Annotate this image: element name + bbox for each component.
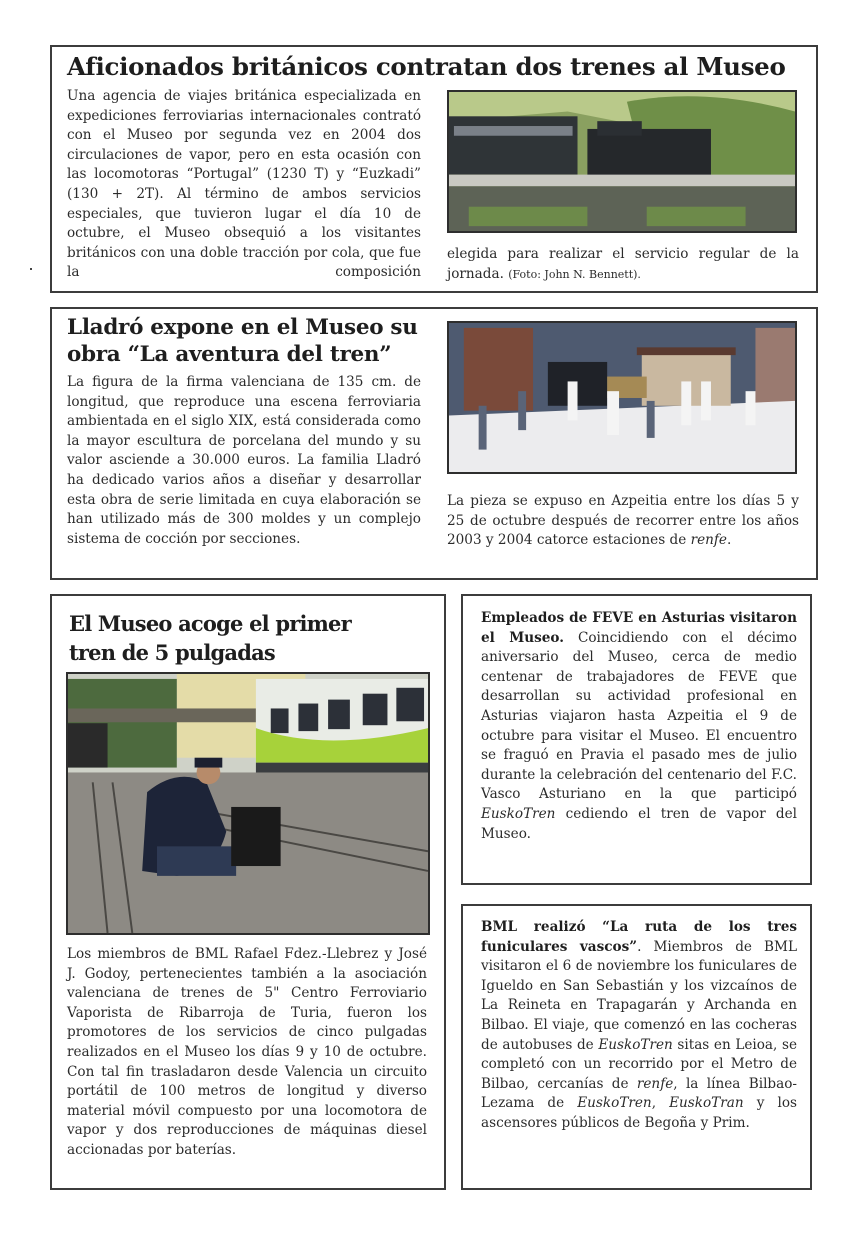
article-british-title: Aficionados británicos contratan dos trenes al Museo — [67, 52, 786, 81]
period: . — [726, 532, 732, 549]
article-british-body-left — [67, 87, 421, 283]
article-british-body-right — [447, 245, 799, 284]
photo-credit: (Foto: John N. Bennett). — [508, 267, 641, 281]
article-five-inch-text: Los miembros de BML Rafael Fdez.-Llebrez y José J. Godoy, pertenecientes también a la asociación valenciana de trenes de 5" Centro Ferroviario Vaporista de Ribarroja de Turia, fueron los promotores de los servicios de cinco pulgadas realizados en el Museo los días 9 y 10 de octubre. Con tal fin trasladaron desde Valencia un circuito portátil de 100 metros de longitud y diverso material móvil compuesto por una locomotora de vapor y dos reproducciones de máquinas diesel accionadas por baterías. — [67, 946, 427, 1158]
article-british-text: Una agencia de viajes británica especializada en expediciones ferroviarias internacionales contrató con el Museo por segunda vez en 2004 dos circulaciones de vapor, pero en esta ocasión con las locomotoras “Portugal” (1230 T) y “Euzkadi” (130 + 2T). Al término de ambos servicios especiales, que tuvieron lugar el día 10 de octubre, el Museo obsequió a los visitantes británicos con una doble tracción por cola, que fue la composición — [67, 88, 421, 281]
article-lladro-text: La figura de la firma valenciana de 135 cm. de longitud, que reproduce una escena ferroviaria ambientada en el siglo XIX, está considerada como la mayor escultura de porcelana del mundo y su valor asciende a 30.000 euros. La familia Lladró ha dedicado varios años a diseñar y desarrollar esta obra de serie limitada en cuya elaboración se han utilizado más de 300 moldes y un complejo sistema de cocción por secciones. — [67, 374, 421, 547]
article-funiculars-body — [481, 918, 797, 1134]
article-lladro-text-cont: La pieza se expuso en Azpeitia entre los días 5 y 25 de octubre después de recorrer entre los años 2003 y 2004 catorce estaciones de — [447, 493, 799, 549]
article-funiculars-text: sitas en Leioa, se completó con un recorrido por el Metro de Bilbao, cercanías de — [481, 1036, 797, 1092]
photo-five-inch-locomotive — [66, 672, 430, 935]
renfe-brand: renfe — [690, 532, 727, 549]
article-lladro-body-right — [447, 492, 799, 551]
article-funiculars-text: . Miembros de BML visitaron el 6 de noviembre los funiculares de Igueldo en San Sebastián y los vizcaínos de La Reineta en Trapagarán y Archanda en Bilbao. El viaje, que comenzó en las cocheras de autobuses de — [481, 938, 797, 1053]
euskotren-brand: EuskoTren — [577, 1095, 652, 1112]
article-lladro-body-left — [67, 373, 421, 549]
article-five-inch-body — [67, 945, 427, 1161]
article-feve-body — [481, 609, 797, 844]
article-feve-lead: Empleados de FEVE en Asturias visitaron el Museo. — [481, 610, 797, 646]
article-funiculars-text: , — [651, 1095, 670, 1112]
article-feve-text: Coincidiendo con el décimo aniversario del Museo, cerca de medio centenar de trabajadores de FEVE que desarrollan su actividad profesional en Asturias viajaron hasta Azpeitia el 9 de octubre para visitar el Museo. El encuentro se fraguó en Pravia el pasado mes de julio durante la celebración del centenario del F.C. Vasco Asturiano en la que participó — [481, 629, 797, 803]
porcelain-sculpture-image — [449, 323, 795, 472]
article-feve-text-end: cediendo el tren de vapor del Museo. — [481, 805, 797, 842]
photo-porcelain-sculpture — [447, 321, 797, 474]
five-inch-train-image — [68, 674, 428, 933]
euskotren-brand: EuskoTren — [598, 1036, 673, 1053]
article-lladro-title: Lladró expone en el Museo su obra “La aventura del tren” — [67, 315, 418, 367]
article-british-text-cont: elegida para realizar el servicio regular de la jornada. — [447, 246, 799, 282]
article-five-inch-title: El Museo acoge el primer tren de 5 pulgadas — [69, 611, 351, 665]
article-funiculars-text: , la línea Bilbao-Lezama de — [481, 1075, 797, 1112]
euskotren-brand: EuskoTren — [481, 805, 556, 822]
euskotran-brand: EuskoTran — [669, 1095, 744, 1112]
article-funiculars-text: y los ascensores públicos de Begoña y Prim. — [481, 1095, 797, 1131]
steam-train-image — [449, 92, 795, 231]
stray-mark — [30, 268, 32, 270]
renfe-brand: renfe — [636, 1075, 674, 1092]
article-funiculars-lead: BML realizó “La ruta de los tres funiculares vascos” — [481, 919, 797, 955]
photo-steam-train-bridge — [447, 90, 797, 233]
